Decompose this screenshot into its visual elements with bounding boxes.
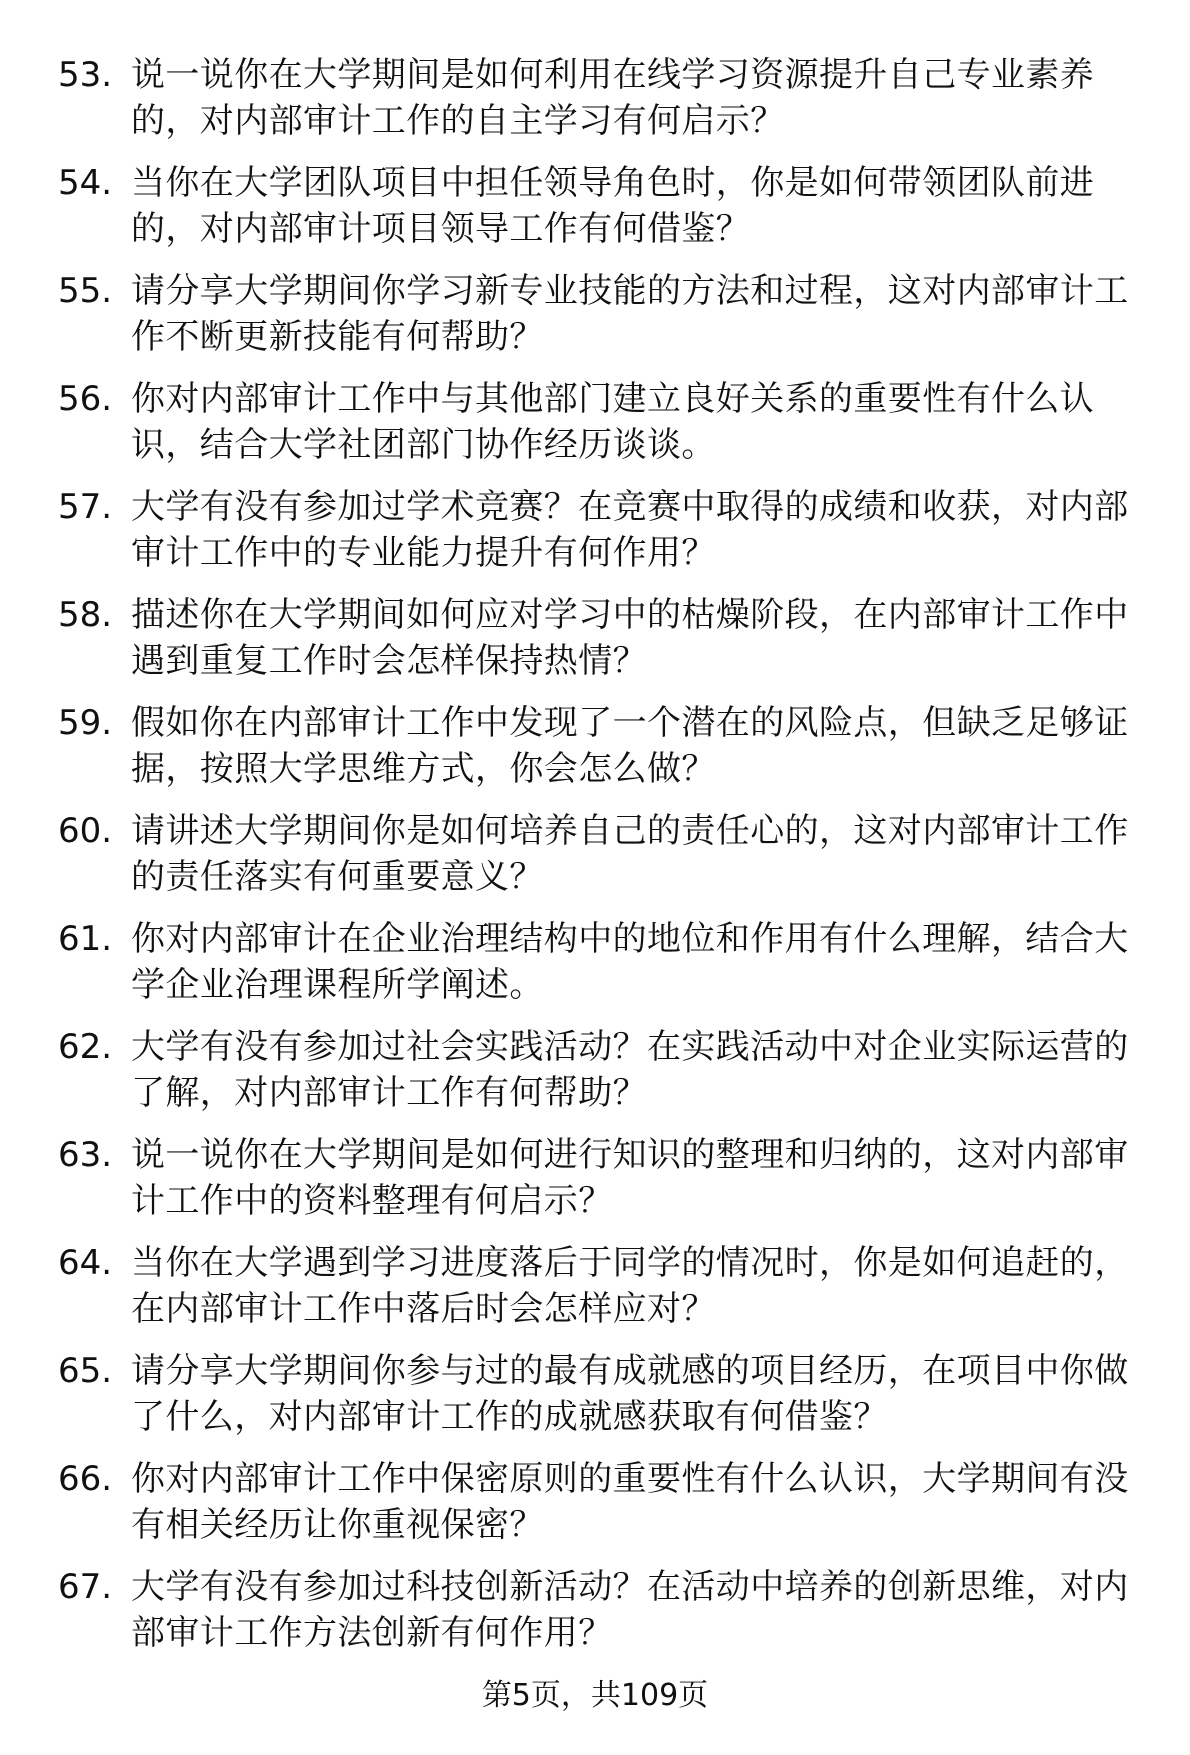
question-text: 大学有没有参加过科技创新活动？在活动中培养的创新思维，对内部审计工作方法创新有何作用？ (131, 1567, 1129, 1653)
question-number: 53. (58, 55, 113, 95)
question-text: 你对内部审计工作中保密原则的重要性有什么认识，大学期间有没有相关经历让你重视保密？ (131, 1459, 1129, 1545)
question-text: 请分享大学期间你参与过的最有成就感的项目经历，在项目中你做了什么，对内部审计工作的成就感获取有何借鉴？ (131, 1351, 1129, 1437)
question-item (58, 376, 1150, 484)
question-text: 假如你在内部审计工作中发现了一个潜在的风险点，但缺乏足够证据，按照大学思维方式，你会怎么做？ (131, 703, 1129, 789)
question-number: 61. (58, 919, 113, 959)
question-text: 描述你在大学期间如何应对学习中的枯燥阶段，在内部审计工作中遇到重复工作时会怎样保持热情？ (131, 595, 1129, 681)
question-number: 56. (58, 379, 113, 419)
question-text: 当你在大学遇到学习进度落后于同学的情况时，你是如何追赶的，在内部审计工作中落后时会怎样应对？ (131, 1243, 1129, 1329)
question-number: 57. (58, 487, 113, 527)
question-number: 59. (58, 703, 113, 743)
question-item (58, 700, 1150, 808)
question-number: 64. (58, 1243, 113, 1283)
question-item (58, 1024, 1150, 1132)
question-text: 请分享大学期间你学习新专业技能的方法和过程，这对内部审计工作不断更新技能有何帮助？ (131, 271, 1129, 357)
question-number: 62. (58, 1027, 113, 1067)
question-number: 66. (58, 1459, 113, 1499)
question-item (58, 1132, 1150, 1240)
question-text: 请讲述大学期间你是如何培养自己的责任心的，这对内部审计工作的责任落实有何重要意义？ (131, 811, 1129, 897)
question-item (58, 484, 1150, 592)
question-number: 58. (58, 595, 113, 635)
question-list (58, 52, 1150, 1672)
question-number: 60. (58, 811, 113, 851)
question-item (58, 1348, 1150, 1456)
question-text: 大学有没有参加过学术竞赛？在竞赛中取得的成绩和收获，对内部审计工作中的专业能力提升有何作用？ (131, 487, 1129, 573)
question-number: 55. (58, 271, 113, 311)
question-item (58, 592, 1150, 700)
page-number: 第5页，共109页 (481, 1678, 709, 1713)
question-text: 当你在大学团队项目中担任领导角色时，你是如何带领团队前进的，对内部审计项目领导工作有何借鉴？ (131, 163, 1095, 249)
question-item (58, 1240, 1150, 1348)
question-text: 说一说你在大学期间是如何进行知识的整理和归纳的，这对内部审计工作中的资料整理有何启示？ (131, 1135, 1129, 1221)
question-item (58, 52, 1150, 160)
question-item (58, 268, 1150, 376)
question-text: 说一说你在大学期间是如何利用在线学习资源提升自己专业素养的，对内部审计工作的自主学习有何启示？ (131, 55, 1095, 141)
question-number: 67. (58, 1567, 113, 1607)
question-item (58, 160, 1150, 268)
question-item (58, 916, 1150, 1024)
question-number: 65. (58, 1351, 113, 1391)
question-item (58, 1564, 1150, 1672)
question-text: 你对内部审计在企业治理结构中的地位和作用有什么理解，结合大学企业治理课程所学阐述。 (131, 919, 1129, 1005)
question-number: 63. (58, 1135, 113, 1175)
question-number: 54. (58, 163, 113, 203)
question-text: 你对内部审计工作中与其他部门建立良好关系的重要性有什么认识，结合大学社团部门协作经历谈谈。 (131, 379, 1095, 465)
question-item (58, 1456, 1150, 1564)
question-text: 大学有没有参加过社会实践活动？在实践活动中对企业实际运营的了解，对内部审计工作有何帮助？ (131, 1027, 1129, 1113)
question-item (58, 808, 1150, 916)
